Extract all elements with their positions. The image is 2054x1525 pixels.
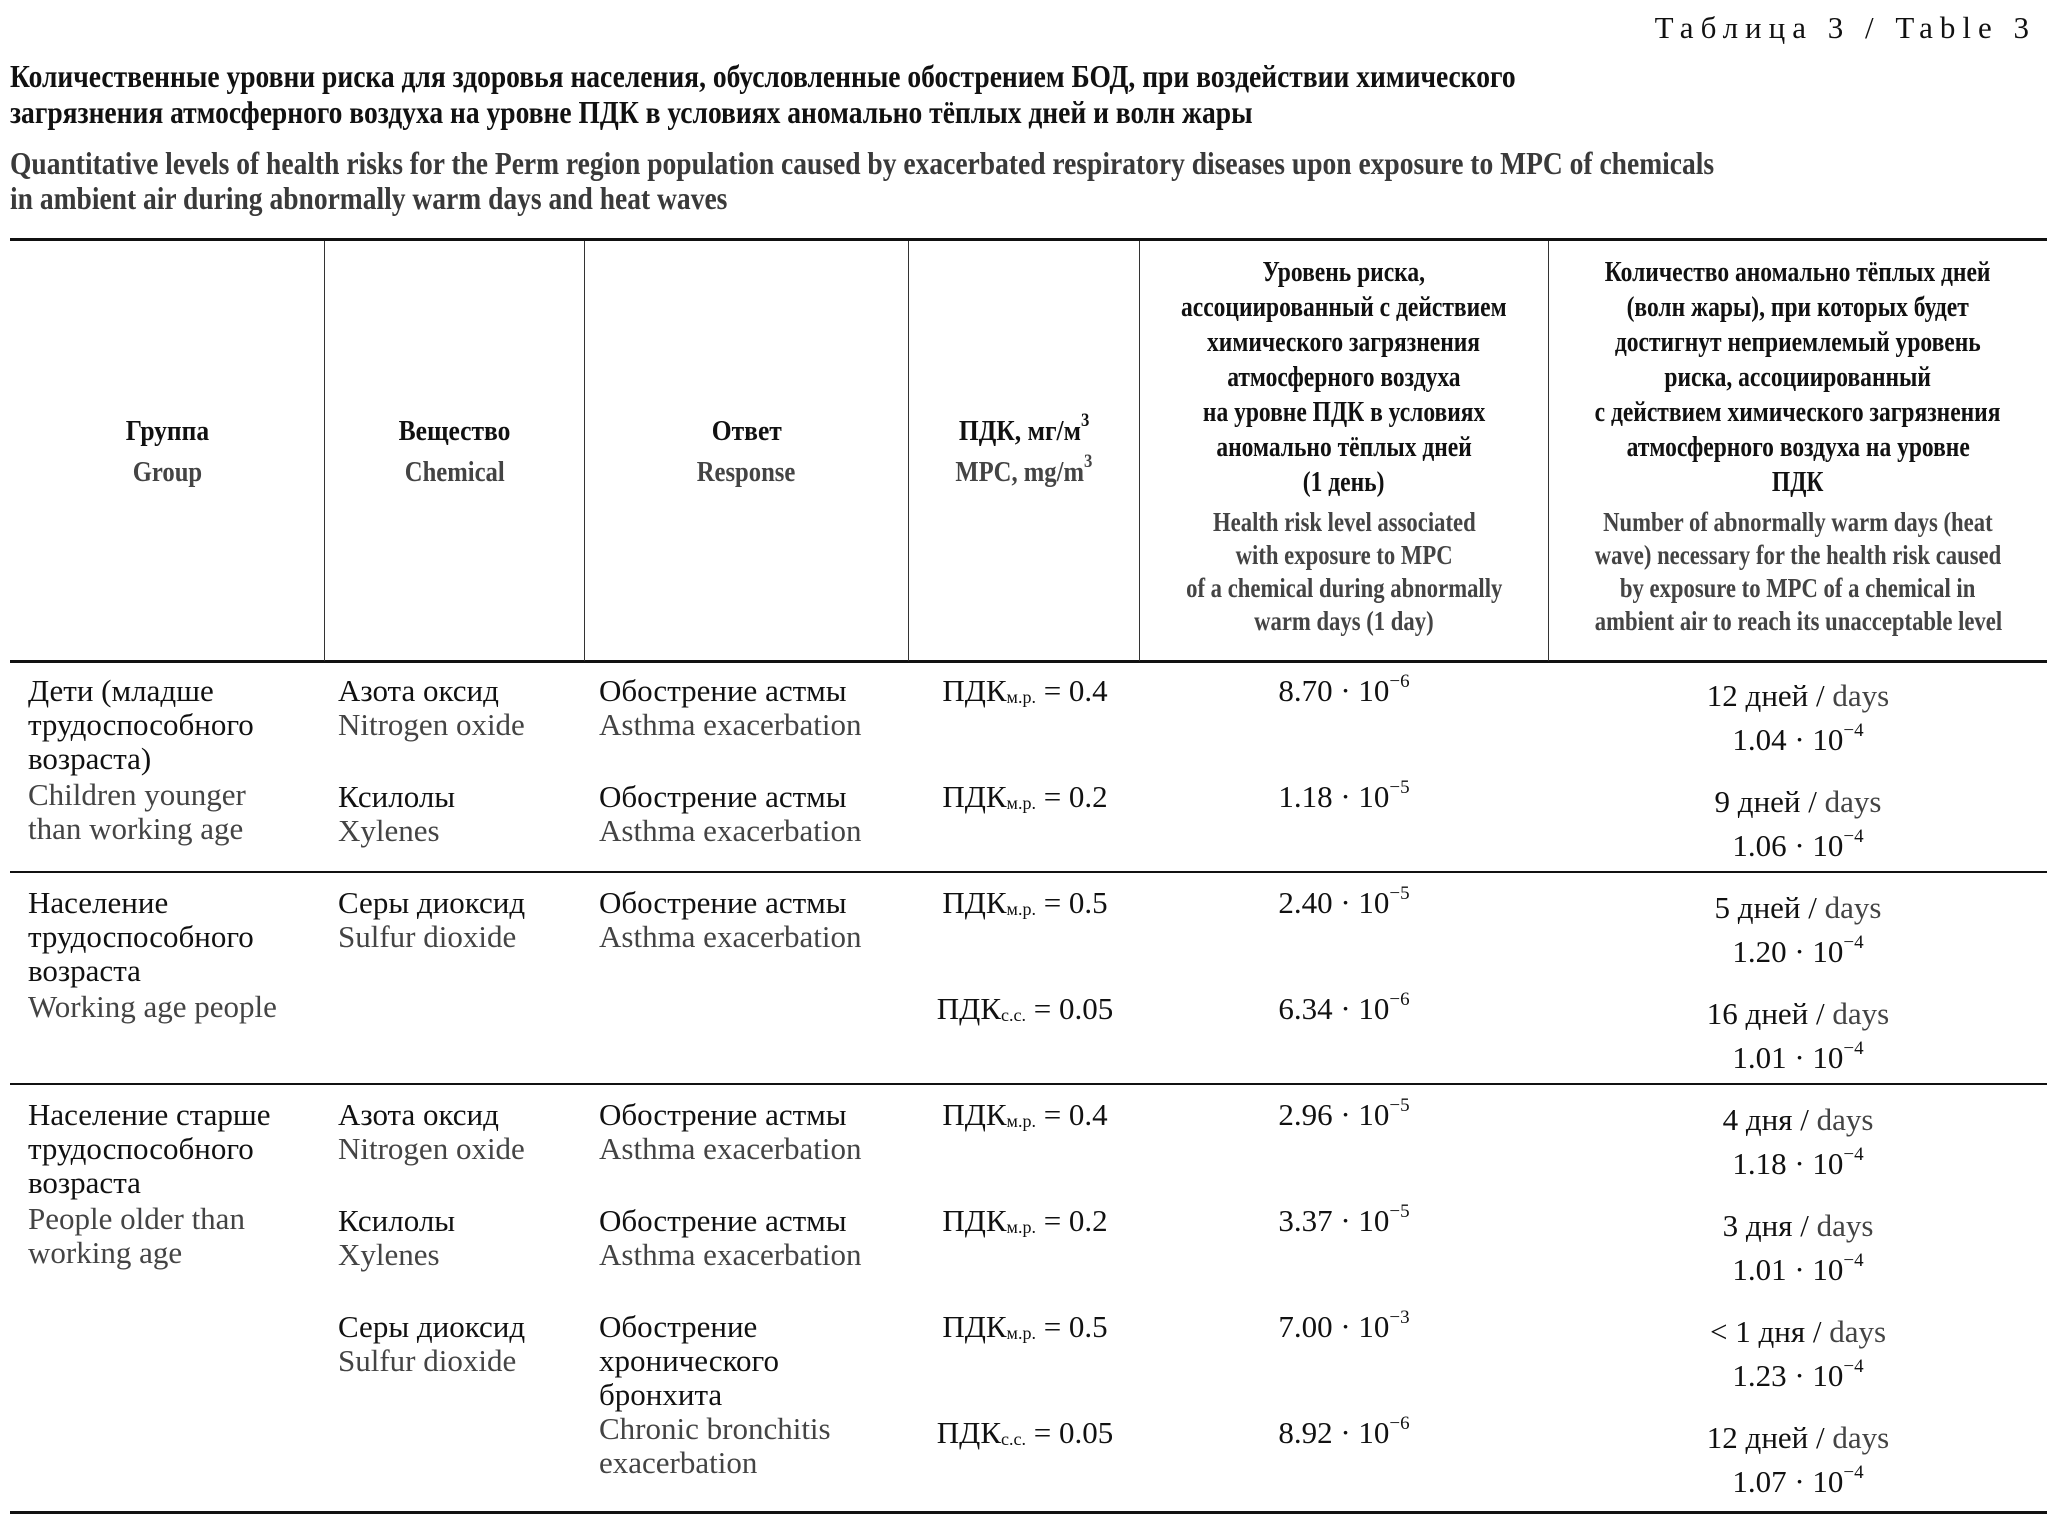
- mpc-subscript: с.с.: [1001, 1429, 1026, 1449]
- table-title-en: [10, 146, 1988, 216]
- group-name-en-line: than working age: [28, 811, 244, 846]
- chemical-ru: Серы диоксид: [338, 1309, 526, 1344]
- mpc-cell: [910, 780, 1140, 814]
- days-risk-mantissa: 1.23 · 10: [1732, 1358, 1844, 1393]
- group-cell: [28, 886, 328, 1024]
- mpc-value: = 0.4: [1035, 673, 1108, 708]
- header-chemical-en: Chemical: [404, 456, 505, 488]
- days-risk: [1549, 1036, 2047, 1080]
- header-mpc-ru: [958, 409, 1090, 448]
- days-count: [1549, 992, 2047, 1036]
- group-name-ru-line: возраста: [28, 953, 141, 988]
- header-risk-ru-line: атмосферного воздуха: [1227, 362, 1461, 393]
- risk-mantissa: 2.40 · 10: [1278, 885, 1390, 920]
- mpc-subscript: м.р.: [1006, 1217, 1036, 1237]
- mpc-subscript: м.р.: [1006, 899, 1036, 919]
- days-cell: [1549, 1310, 2047, 1398]
- risk-cell: [1140, 1095, 1548, 1132]
- risk-mantissa: 7.00 · 10: [1278, 1309, 1390, 1344]
- days-risk-exponent: −4: [1843, 826, 1864, 847]
- days-count: [1549, 1098, 2047, 1142]
- chemical-ru: Серы диоксид: [338, 885, 526, 920]
- mpc-subscript: м.р.: [1006, 1323, 1036, 1343]
- days-count-en: days: [1808, 1208, 1874, 1243]
- response-ru-line: Обострение астмы: [599, 885, 847, 920]
- header-mpc-en-sup: 3: [1084, 450, 1093, 472]
- chemical-cell: [338, 780, 588, 848]
- days-count-ru: 3 дня /: [1722, 1208, 1809, 1243]
- mpc-cell: [910, 1098, 1140, 1132]
- risk-exponent: −6: [1389, 989, 1410, 1010]
- mpc-base: ПДК: [942, 1097, 1007, 1132]
- response-ru-line: хронического: [599, 1343, 779, 1378]
- group-name-en: [28, 990, 328, 1024]
- group-name-ru-line: Население: [28, 885, 169, 920]
- mpc-subscript: м.р.: [1006, 1111, 1036, 1131]
- header-days-ru-line: Количество аномально тёплых дней: [1605, 257, 1991, 288]
- days-cell: [1549, 992, 2047, 1080]
- days-risk: [1549, 1354, 2047, 1398]
- header-days-ru-line: с действием химического загрязнения: [1595, 397, 2001, 428]
- mpc-cell: [910, 1204, 1140, 1238]
- table-title-ru: [10, 58, 1730, 130]
- header-days-ru-line: достигнут неприемлемый уровень: [1615, 327, 1981, 358]
- days-risk-mantissa: 1.06 · 10: [1732, 828, 1844, 863]
- mpc-value: = 0.05: [1025, 1415, 1114, 1450]
- days-risk: [1549, 930, 2047, 974]
- response-en-line: Asthma exacerbation: [599, 919, 862, 954]
- chemical-en: Xylenes: [338, 1237, 440, 1272]
- mpc-subscript: м.р.: [1006, 793, 1036, 813]
- days-risk-exponent: −4: [1843, 1462, 1864, 1483]
- days-risk-exponent: −4: [1843, 1250, 1864, 1271]
- header-response: [585, 241, 908, 661]
- risk-cell: [1140, 883, 1548, 920]
- chemical-en: Nitrogen oxide: [338, 1131, 525, 1166]
- group-name-ru-line: Дети (младше: [28, 673, 214, 708]
- risk-mantissa: 6.34 · 10: [1278, 991, 1390, 1026]
- risk-cell: [1140, 777, 1548, 814]
- risk-table: [10, 238, 2047, 1514]
- days-count-en: days: [1824, 678, 1890, 713]
- title-ru-line-1: Количественные уровни риска для здоровья населения, обусловленные обострением БОД, при воздействии химического: [10, 58, 1516, 94]
- mpc-base: ПДК: [936, 991, 1001, 1026]
- chemical-cell: [338, 1310, 588, 1378]
- days-risk: [1549, 824, 2047, 868]
- header-mpc-en-text: MPC, mg/m: [955, 456, 1085, 488]
- group-name-en: [28, 778, 328, 846]
- header-risk-ru-line: аномально тёплых дней: [1216, 432, 1472, 463]
- days-risk: [1549, 1248, 2047, 1292]
- chemical-ru: Ксилолы: [338, 1203, 456, 1238]
- days-cell: [1549, 780, 2047, 868]
- mpc-value: = 0.2: [1035, 1203, 1108, 1238]
- risk-cell: [1140, 1201, 1548, 1238]
- header-days-ru-line: атмосферного воздуха на уровне: [1626, 432, 1970, 463]
- group-name-ru-line: трудоспособного: [28, 707, 254, 742]
- days-count-en: days: [1808, 1102, 1874, 1137]
- title-ru-line-2: загрязнения атмосферного воздуха на уровне ПДК в условиях аномально тёплых дней и волн жары: [10, 94, 1253, 130]
- days-risk: [1549, 1142, 2047, 1186]
- mpc-cell: [910, 674, 1140, 708]
- mpc-cell: [910, 992, 1140, 1026]
- header-group-ru: Группа: [125, 414, 209, 447]
- group-name-ru-line: трудоспособного: [28, 919, 254, 954]
- days-count: [1549, 1416, 2047, 1460]
- days-risk-mantissa: 1.07 · 10: [1732, 1464, 1844, 1499]
- group-name-en-line: working age: [28, 1235, 183, 1270]
- days-risk: [1549, 718, 2047, 762]
- chemical-cell: [338, 1204, 588, 1272]
- table-bottom-rule: [10, 1511, 2047, 1514]
- mpc-cell: [910, 1416, 1140, 1450]
- header-risk-ru-line: химического загрязнения: [1207, 327, 1481, 358]
- group-name-ru-line: возраста: [28, 1165, 141, 1200]
- header-mpc-ru-text: ПДК, мг/м: [958, 414, 1081, 447]
- header-risk-ru-line: ассоциированный с действием: [1181, 292, 1507, 323]
- risk-exponent: −5: [1389, 777, 1410, 798]
- header-group-en: Group: [132, 456, 202, 488]
- mpc-value: = 0.2: [1035, 779, 1108, 814]
- days-risk-mantissa: 1.18 · 10: [1732, 1146, 1844, 1181]
- group-name-en-line: Children younger: [28, 777, 246, 812]
- response-ru-line: Обострение: [599, 1309, 758, 1344]
- mpc-value: = 0.05: [1025, 991, 1114, 1026]
- header-mpc-ru-sup: 3: [1080, 409, 1090, 431]
- header-risk-ru-line: на уровне ПДК в условиях: [1202, 397, 1486, 428]
- header-response-en: Response: [697, 456, 796, 488]
- header-group: [10, 241, 324, 661]
- days-count-ru: 4 дня /: [1722, 1102, 1809, 1137]
- group-name-ru-line: Население старше: [28, 1097, 271, 1132]
- response-ru-line: Обострение астмы: [599, 673, 847, 708]
- days-count-en: days: [1824, 1420, 1890, 1455]
- chemical-en: Xylenes: [338, 813, 440, 848]
- risk-mantissa: 8.92 · 10: [1278, 1415, 1390, 1450]
- risk-exponent: −5: [1389, 1095, 1410, 1116]
- header-risk-en: [1156, 506, 1533, 638]
- mpc-base: ПДК: [936, 1415, 1001, 1450]
- days-count: [1549, 780, 2047, 824]
- response-ru-line: Обострение астмы: [599, 1097, 847, 1132]
- header-risk-en-line: Health risk level associated: [1212, 507, 1476, 537]
- days-risk-exponent: −4: [1843, 1144, 1864, 1165]
- mpc-subscript: с.с.: [1001, 1005, 1026, 1025]
- days-risk-mantissa: 1.04 · 10: [1732, 722, 1844, 757]
- title-en-line-1: Quantitative levels of health risks for the Perm region population caused by exacerbated respiratory diseases upon exposure to MPC of chemicals: [10, 145, 1715, 181]
- days-cell: [1549, 674, 2047, 762]
- risk-exponent: −6: [1389, 671, 1410, 692]
- days-count-en: days: [1821, 1314, 1887, 1349]
- chemical-ru: Азота оксид: [338, 1097, 499, 1132]
- response-cell: [599, 1098, 909, 1166]
- header-risk-en-line: warm days (1 day): [1254, 606, 1434, 636]
- days-cell: [1549, 1416, 2047, 1504]
- response-en-line: Asthma exacerbation: [599, 1131, 862, 1166]
- header-risk-level: [1140, 241, 1548, 661]
- header-response-ru: Ответ: [711, 414, 782, 447]
- risk-cell: [1140, 989, 1548, 1026]
- header-warm-days: [1549, 241, 2047, 661]
- days-cell: [1549, 1204, 2047, 1292]
- days-risk-mantissa: 1.01 · 10: [1732, 1040, 1844, 1075]
- days-risk-exponent: −4: [1843, 1038, 1864, 1059]
- header-days-en-line: wave) necessary for the health risk caused: [1594, 540, 2002, 570]
- days-cell: [1549, 1098, 2047, 1186]
- group-name-ru-line: трудоспособного: [28, 1131, 254, 1166]
- header-days-en: [1556, 506, 2041, 638]
- response-en-line: Asthma exacerbation: [599, 707, 862, 742]
- risk-cell: [1140, 1307, 1548, 1344]
- days-count-en: days: [1816, 784, 1882, 819]
- group-1-bottom-rule: [10, 871, 2047, 873]
- header-risk-ru-line: (1 день): [1303, 467, 1385, 498]
- response-cell: [599, 886, 909, 954]
- header-chemical: [325, 241, 584, 661]
- days-risk: [1549, 1460, 2047, 1504]
- days-count: [1549, 886, 2047, 930]
- days-risk-mantissa: 1.20 · 10: [1732, 934, 1844, 969]
- days-count: [1549, 1310, 2047, 1354]
- mpc-cell: [910, 886, 1140, 920]
- mpc-subscript: м.р.: [1006, 687, 1036, 707]
- header-chemical-ru: Вещество: [398, 414, 511, 447]
- group-2-bottom-rule: [10, 1083, 2047, 1085]
- chemical-cell: [338, 674, 588, 742]
- mpc-base: ПДК: [942, 885, 1007, 920]
- mpc-value: = 0.5: [1035, 1309, 1108, 1344]
- chemical-ru: Ксилолы: [338, 779, 456, 814]
- header-risk-ru-line: Уровень риска,: [1262, 257, 1426, 288]
- header-days-en-line: ambient air to reach its unacceptable level: [1594, 606, 2002, 636]
- days-risk-exponent: −4: [1843, 1356, 1864, 1377]
- mpc-base: ПДК: [942, 1203, 1007, 1238]
- mpc-base: ПДК: [942, 779, 1007, 814]
- risk-mantissa: 1.18 · 10: [1278, 779, 1390, 814]
- days-count-ru: < 1 дня /: [1709, 1314, 1822, 1349]
- days-cell: [1549, 886, 2047, 974]
- days-count-ru: 5 дней /: [1714, 890, 1817, 925]
- risk-cell: [1140, 1413, 1548, 1450]
- days-risk-exponent: −4: [1843, 932, 1864, 953]
- days-risk-exponent: −4: [1843, 720, 1864, 741]
- header-days-en-line: Number of abnormally warm days (heat: [1603, 507, 1993, 537]
- group-cell: [28, 674, 328, 846]
- days-risk-mantissa: 1.01 · 10: [1732, 1252, 1844, 1287]
- response-cell: [599, 674, 909, 742]
- mpc-base: ПДК: [942, 1309, 1007, 1344]
- mpc-base: ПДК: [942, 673, 1007, 708]
- header-days-ru-line: (волн жары), при которых будет: [1626, 292, 1970, 323]
- group-name-ru-line: возраста): [28, 741, 152, 776]
- header-risk-en-line: of a chemical during abnormally: [1185, 573, 1503, 603]
- header-risk-en-line: with exposure to MPC: [1235, 540, 1453, 570]
- group-name-en-line: People older than: [28, 1201, 245, 1236]
- days-count: [1549, 674, 2047, 718]
- response-ru-line: Обострение астмы: [599, 779, 847, 814]
- chemical-en: Sulfur dioxide: [338, 919, 517, 954]
- header-days-en-line: by exposure to MPC of a chemical in: [1620, 573, 1976, 603]
- response-ru-line: бронхита: [599, 1377, 723, 1412]
- risk-exponent: −5: [1389, 883, 1410, 904]
- days-count-ru: 12 дней /: [1706, 678, 1825, 713]
- response-cell: [599, 780, 909, 848]
- response-en-line: Asthma exacerbation: [599, 1237, 862, 1272]
- group-name-en: [28, 1202, 328, 1270]
- title-en-line-2: in ambient air during abnormally warm days and heat waves: [10, 180, 728, 216]
- response-ru-line: Обострение астмы: [599, 1203, 847, 1238]
- mpc-cell: [910, 1310, 1140, 1344]
- response-en-line: exacerbation: [599, 1445, 758, 1480]
- risk-exponent: −5: [1389, 1201, 1410, 1222]
- risk-mantissa: 2.96 · 10: [1278, 1097, 1390, 1132]
- days-count-ru: 12 дней /: [1706, 1420, 1825, 1455]
- header-days-ru-line: риска, ассоциированный: [1664, 362, 1932, 393]
- response-cell: [599, 1310, 909, 1480]
- response-en-line: Asthma exacerbation: [599, 813, 862, 848]
- header-mpc-en: [955, 450, 1093, 489]
- response-cell: [599, 1204, 909, 1272]
- header-mpc: [909, 241, 1139, 661]
- mpc-value: = 0.5: [1035, 885, 1108, 920]
- mpc-value: = 0.4: [1035, 1097, 1108, 1132]
- group-name-en-line: Working age people: [28, 989, 277, 1024]
- days-count-ru: 9 дней /: [1714, 784, 1817, 819]
- chemical-cell: [338, 886, 588, 954]
- risk-exponent: −3: [1389, 1307, 1410, 1328]
- group-cell: [28, 1098, 328, 1270]
- risk-mantissa: 8.70 · 10: [1278, 673, 1390, 708]
- header-days-ru-line: ПДК: [1772, 467, 1824, 498]
- days-count-en: days: [1824, 996, 1890, 1031]
- chemical-en: Nitrogen oxide: [338, 707, 525, 742]
- days-count-en: days: [1816, 890, 1882, 925]
- days-count: [1549, 1204, 2047, 1248]
- table-number-label: Таблица 3 / Table 3: [1654, 10, 2036, 45]
- days-count-ru: 16 дней /: [1706, 996, 1825, 1031]
- chemical-ru: Азота оксид: [338, 673, 499, 708]
- risk-exponent: −6: [1389, 1413, 1410, 1434]
- risk-mantissa: 3.37 · 10: [1278, 1203, 1390, 1238]
- response-en-line: Chronic bronchitis: [599, 1411, 831, 1446]
- chemical-en: Sulfur dioxide: [338, 1343, 517, 1378]
- chemical-cell: [338, 1098, 588, 1166]
- risk-cell: [1140, 671, 1548, 708]
